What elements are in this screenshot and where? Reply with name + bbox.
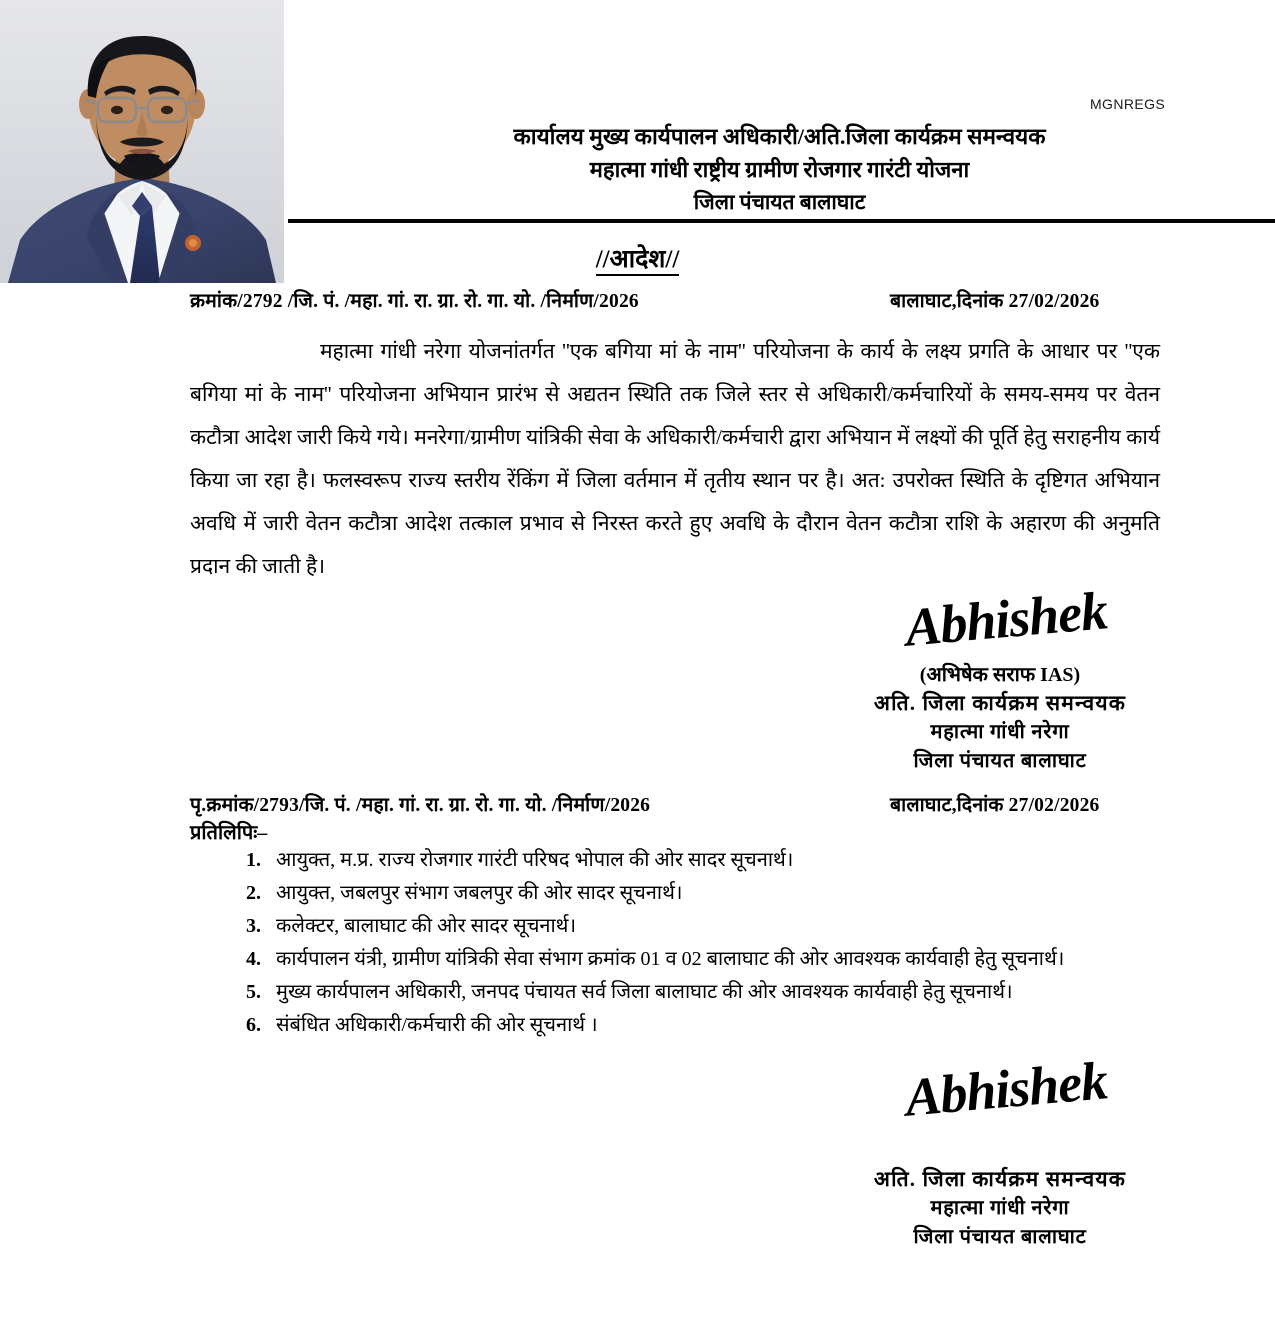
reference-number-top: क्रमांक/2792 /जि. पं. /महा. गां. रा. ग्रा. रो. गा. यो. /निर्माण/2026	[190, 291, 639, 312]
reference-row-bottom	[190, 790, 1190, 817]
mgnregs-label: MGNREGS	[1090, 96, 1166, 112]
signatory-role-line-3: जिला पंचायत बालाघाट	[913, 750, 1087, 772]
header-divider	[288, 219, 1275, 223]
signatory-role-line-2-secondary: महात्मा गांधी नरेगा	[930, 1197, 1070, 1219]
letterhead-line-3: जिला पंचायत बालाघाट	[693, 190, 866, 214]
reference-date-top: बालाघाट,दिनांक 27/02/2026	[890, 291, 1100, 312]
signatory-role-line-2: महात्मा गांधी नरेगा	[930, 721, 1070, 743]
signature-mark-primary: Abhishek	[902, 580, 1110, 658]
list-item: 5. मुख्य कार्यपालन अधिकारी, जनपद पंचायत सर्व जिला बालाघाट की ओर आवश्यक कार्यवाही हेतु सूचनार्थ।	[266, 977, 1211, 1008]
reference-date-bottom: बालाघाट,दिनांक 27/02/2026	[890, 795, 1100, 816]
list-item: 6. संबंधित अधिकारी/कर्मचारी की ओर सूचनार्थ ।	[266, 1010, 1206, 1041]
signatory-role-line-1: अति. जिला कार्यक्रम समन्वयक	[873, 691, 1127, 715]
reference-row-top	[190, 286, 1190, 313]
signatory-role-line-1-secondary: अति. जिला कार्यक्रम समन्वयक	[873, 1167, 1127, 1191]
copy-to-label: प्रतिलिपिः–	[190, 822, 268, 844]
order-body-paragraph: महात्मा गांधी नरेगा योजनांतर्गत ''एक बगिया मां के नाम'' परियोजना के कार्य के लक्ष्य प्रगति के आधार पर ''एक बगिया मां के नाम'' परियोजना अभियान प्रारंभ से अद्यतन स्थिति तक जिले स्तर से अधिकारी/कर्मचारियों के समय-समय पर वेतन कटौत्रा आदेश जारी किये गये। मनरेगा/ग्रामीण यांत्रिकी सेवा के अधिकारी/कर्मचारी द्वारा अभियान में लक्ष्यों की पूर्ति हेतु सराहनीय कार्य किया जा रहा है। फलस्वरूप राज्य स्तरीय रेंकिंग में जिला वर्तमान में तृतीय स्थान पर है। अत: उपरोक्त स्थिति के दृष्टिगत अभियान अवधि में जारी वेतन कटौत्रा आदेश तत्काल प्रभाव से निरस्त करते हुए अवधि के दौरान वेतन कटौत्रा राशि के अहारण की अनुमति प्रदान की जाती है।	[190, 339, 1160, 578]
signature-block-secondary	[800, 1165, 1200, 1252]
signatory-name: (अभिषेक सराफ IAS)	[919, 664, 1081, 686]
order-title	[0, 241, 1275, 275]
copy-to-list	[228, 845, 1206, 1043]
letterhead	[284, 120, 1275, 219]
list-item: 4. कार्यपालन यंत्री, ग्रामीण यांत्रिकी सेवा संभाग क्रमांक 01 व 02 बालाघाट की ओर आवश्यक कार्यवाही हेतु सूचनार्थ।	[266, 944, 1211, 975]
reference-number-bottom: पृ.क्रमांक/2793/जि. पं. /महा. गां. रा. ग्रा. रो. गा. यो. /निर्माण/2026	[190, 795, 651, 816]
list-item: 1. आयुक्त, म.प्र. राज्य रोजगार गारंटी परिषद भोपाल की ओर सादर सूचनार्थ।	[266, 845, 1206, 876]
signature-block-primary	[800, 662, 1200, 776]
order-title-text: //आदेश//	[596, 246, 680, 276]
letterhead-line-2: महात्मा गांधी राष्ट्रीय ग्रामीण रोजगार गारंटी योजना	[589, 157, 970, 182]
list-item: 2. आयुक्त, जबलपुर संभाग जबलपुर की ओर सादर सूचनार्थ।	[266, 878, 1206, 909]
list-item: 3. कलेक्टर, बालाघाट की ओर सादर सूचनार्थ।	[266, 911, 1206, 942]
signatory-role-line-3-secondary: जिला पंचायत बालाघाट	[913, 1226, 1087, 1248]
letterhead-line-1: कार्यालय मुख्य कार्यपालन अधिकारी/अति.जिला कार्यक्रम समन्वयक	[513, 124, 1046, 149]
signature-mark-secondary: Abhishek	[902, 1050, 1110, 1128]
